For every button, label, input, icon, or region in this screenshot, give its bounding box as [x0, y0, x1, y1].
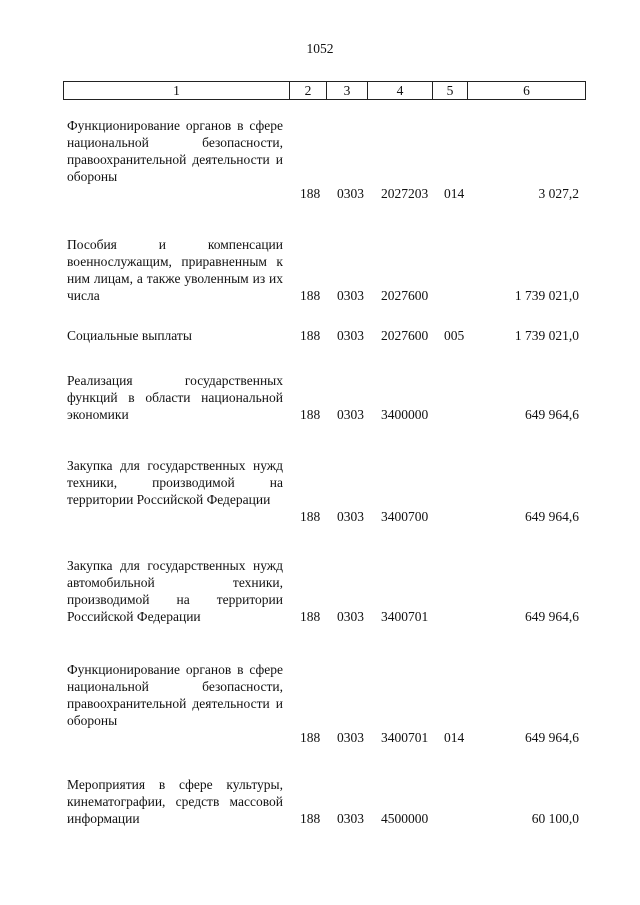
row-col3: 0303 [337, 609, 364, 624]
row-col6: 649 964,6 [525, 609, 579, 624]
row-col4: 2027600 [381, 328, 429, 343]
column-header-row [64, 82, 586, 100]
row-col2: 188 [300, 609, 321, 624]
row-col3: 0303 [337, 509, 364, 524]
row-name: Закупка для государственных нужд автомобильной техники, производимой на территории Российской Федерации [67, 558, 283, 624]
row-name: Пособия и компенсации военнослужащим, приравненным к ним лицам, а также уволенным из их числа [67, 237, 283, 303]
column-header-1: 1 [64, 82, 290, 100]
column-header-table [63, 81, 586, 100]
row-name: Функционирование органов в сфере национальной безопасности, правоохранительной деятельности и обороны [67, 118, 283, 184]
row-col4: 3400701 [381, 730, 429, 745]
row-col3: 0303 [337, 328, 364, 343]
row-name: Функционирование органов в сфере национальной безопасности, правоохранительной деятельности и обороны [67, 662, 283, 728]
row-col4: 3400701 [381, 609, 429, 624]
row-col5: 014 [444, 186, 465, 201]
row-col2: 188 [300, 328, 321, 343]
column-header-6: 6 [468, 82, 586, 100]
row-col6: 649 964,6 [525, 407, 579, 422]
row-col4: 2027600 [381, 288, 429, 303]
row-col3: 0303 [337, 186, 364, 201]
column-header-3: 3 [327, 82, 368, 100]
row-name: Мероприятия в сфере культуры, кинематографии, средств массовой информации [67, 777, 283, 826]
row-col3: 0303 [337, 407, 364, 422]
row-name: Реализация государственных функций в области национальной экономики [67, 373, 283, 422]
row-col3: 0303 [337, 730, 364, 745]
column-header-4: 4 [368, 82, 433, 100]
row-col2: 188 [300, 811, 321, 826]
row-col4: 4500000 [381, 811, 429, 826]
row-col4: 3400700 [381, 509, 429, 524]
row-col3: 0303 [337, 288, 364, 303]
row-col2: 188 [300, 730, 321, 745]
row-col4: 3400000 [381, 407, 429, 422]
column-header-2: 2 [290, 82, 327, 100]
row-col6: 649 964,6 [525, 730, 579, 745]
row-col6: 60 100,0 [531, 811, 579, 826]
row-col2: 188 [300, 509, 321, 524]
row-col2: 188 [300, 186, 321, 201]
row-col2: 188 [300, 407, 321, 422]
column-header-5: 5 [433, 82, 468, 100]
row-col6: 1 739 021,0 [514, 288, 579, 303]
row-col6: 1 739 021,0 [514, 328, 579, 343]
row-name: Закупка для государственных нужд техники, производимой на территории Российской Федерации [67, 458, 283, 507]
row-col5: 005 [444, 328, 465, 343]
row-col2: 188 [300, 288, 321, 303]
row-col6: 3 027,2 [538, 186, 579, 201]
row-col6: 649 964,6 [525, 509, 579, 524]
row-col4: 2027203 [381, 186, 429, 201]
page-number: 1052 [306, 41, 334, 56]
row-col5: 014 [444, 730, 465, 745]
row-name: Социальные выплаты [67, 328, 192, 343]
row-col3: 0303 [337, 811, 364, 826]
